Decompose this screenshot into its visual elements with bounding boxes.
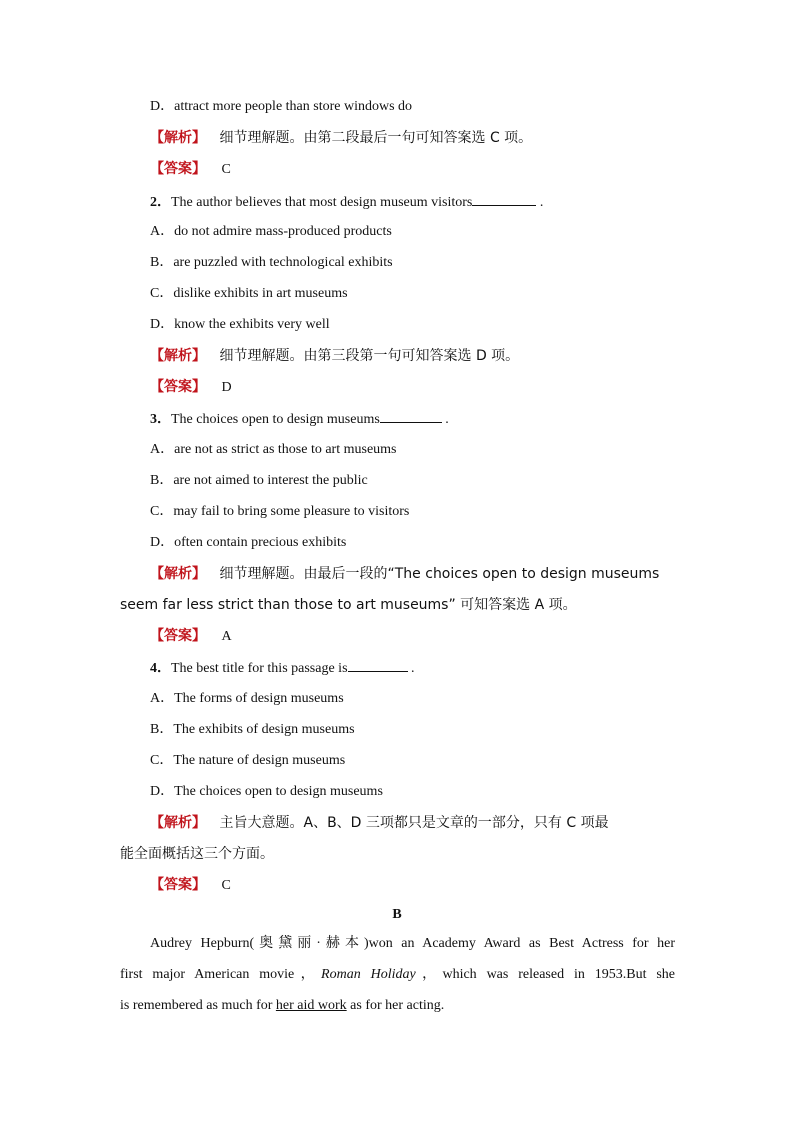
- q2-number: 2．: [150, 195, 171, 210]
- q2-answer-value: D: [221, 380, 232, 395]
- q3-option-c: C．may fail to bring some pleasure to visitors: [150, 504, 410, 519]
- q2-option-c: C．dislike exhibits in art museums: [150, 286, 348, 301]
- section-b-line-3: [120, 996, 444, 1016]
- q4-stem-end: .: [411, 661, 415, 676]
- q4-stem-text: The best title for this passage is: [171, 661, 348, 676]
- analysis-tag: 【解析】: [150, 566, 206, 582]
- q3-answer-blank: [380, 408, 442, 423]
- answer-tag: 【答案】: [150, 379, 206, 395]
- q3-stem-end: .: [445, 412, 449, 427]
- q1-analysis-text: 细节理解题。由第二段最后一句可知答案选 C 项。: [219, 130, 533, 146]
- q1-answer-value: C: [221, 162, 231, 177]
- q4-answer-value: C: [221, 878, 231, 893]
- q4-option-a: A．The forms of design museums: [150, 691, 344, 706]
- q1-option-d: D．attract more people than store windows do: [150, 99, 413, 114]
- section-b-heading: B: [392, 907, 402, 922]
- q3-stem-text: The choices open to design museums: [171, 412, 380, 427]
- q2-option-d: D．know the exhibits very well: [150, 317, 330, 332]
- section-b-line-3-end: as for her acting.: [346, 998, 445, 1013]
- answer-tag: 【答案】: [150, 628, 206, 644]
- q3-answer-value: A: [221, 629, 232, 644]
- movie-title: Roman Holiday: [321, 967, 416, 982]
- q3-analysis-text-2: seem far less strict than those to art museums” 可知答案选 A 项。: [120, 597, 577, 613]
- answer-tag: 【答案】: [150, 877, 206, 893]
- q4-answer-blank: [348, 657, 408, 672]
- section-b-line-3-start: is remembered as much for: [120, 998, 276, 1013]
- q2-stem-text: The author believes that most design museum visitors: [171, 195, 473, 210]
- q3-analysis-line-1: [150, 564, 670, 585]
- q4-option-c: C．The nature of design museums: [150, 753, 346, 768]
- q3-option-a: A．are not as strict as those to art museums: [150, 442, 397, 457]
- q4-analysis-text-2: 能全面概括这三个方面。: [120, 846, 274, 862]
- q1-answer-line: [150, 159, 231, 180]
- q2-answer-blank: [472, 191, 536, 206]
- q4-answer-line: [150, 875, 231, 896]
- q1-analysis-line: [150, 128, 532, 149]
- q2-analysis-line: [150, 346, 519, 367]
- q4-option-b: B．The exhibits of design museums: [150, 722, 355, 737]
- answer-tag: 【答案】: [150, 161, 206, 177]
- underlined-phrase: her aid work: [275, 998, 347, 1013]
- q3-analysis-line-2: [120, 595, 577, 616]
- section-b-line-2-start: first major American movie，: [120, 967, 322, 982]
- q3-analysis-text-1: 细节理解题。由最后一段的“The choices open to design museums: [219, 566, 660, 582]
- q4-analysis-text-1: 主旨大意题。A、B、D 三项都只是文章的一部分，只有 C 项最: [219, 815, 609, 831]
- q3-option-d: D．often contain precious exhibits: [150, 535, 347, 550]
- section-b-line-2-end: ，which was released in 1953.But she: [415, 967, 676, 982]
- section-b-line-2: [120, 965, 675, 985]
- section-b-line-1: Audrey Hepburn(奥黛丽·赫本)won an Academy Award as Best Actress for her: [150, 936, 675, 951]
- q2-option-a: A．do not admire mass-produced products: [150, 224, 392, 239]
- q2-stem-end: .: [539, 195, 544, 210]
- q2-analysis-text: 细节理解题。由第三段第一句可知答案选 D 项。: [219, 348, 520, 364]
- q4-number: 4．: [150, 661, 171, 676]
- q3-option-b: B．are not aimed to interest the public: [150, 473, 368, 488]
- q3-number: 3．: [150, 412, 171, 427]
- q3-stem: [150, 408, 449, 430]
- q4-option-d: D．The choices open to design museums: [150, 784, 383, 799]
- analysis-tag: 【解析】: [150, 815, 206, 831]
- q2-stem: [150, 191, 543, 213]
- analysis-tag: 【解析】: [150, 348, 206, 364]
- q4-stem: [150, 657, 415, 679]
- q4-analysis-line-2: [120, 844, 274, 865]
- q2-option-b: B．are puzzled with technological exhibits: [150, 255, 393, 270]
- analysis-tag: 【解析】: [150, 130, 206, 146]
- q4-analysis-line-1: [150, 813, 609, 834]
- q3-answer-line: [150, 626, 232, 647]
- q2-answer-line: [150, 377, 232, 398]
